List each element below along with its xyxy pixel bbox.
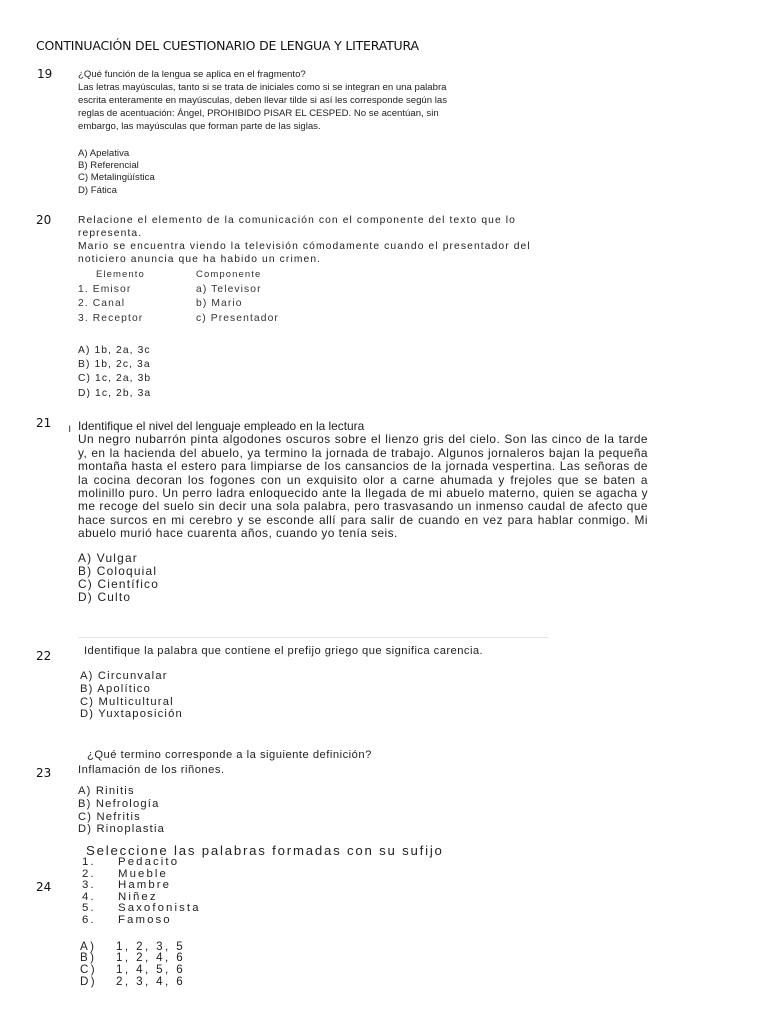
item-word: Pedacito xyxy=(118,856,180,868)
item-number: 2. xyxy=(82,867,96,880)
item-number: 5. xyxy=(82,902,96,915)
option-a: A) 1b, 2a, 3c xyxy=(78,345,151,356)
option-b: B) Referencial xyxy=(78,160,139,172)
question-22-prompt: Identifique la palabra que contiene el prefijo griego que significa carencia. xyxy=(84,645,484,657)
divider xyxy=(78,637,548,638)
option-letter: A) xyxy=(80,939,97,953)
table-header-elemento: Elemento xyxy=(96,269,145,280)
option-a: A) Circunvalar xyxy=(80,670,168,682)
question-20-options xyxy=(78,344,531,401)
item-number: 4. xyxy=(82,890,96,903)
option-d: D) 1c, 2b, 3a xyxy=(78,387,152,399)
question-21 xyxy=(78,420,648,604)
item-word: Saxofonista xyxy=(118,902,201,915)
question-23-options xyxy=(78,785,372,836)
table-header-componente: Componente xyxy=(196,269,262,280)
lead-mark: ı xyxy=(68,421,72,435)
item-number: 6. xyxy=(82,913,96,926)
question-number-24: 24 xyxy=(36,880,52,894)
option-b: B) Nefrología xyxy=(78,797,160,810)
item-number: 1. xyxy=(82,856,96,868)
question-20-prompt-cont: representa. xyxy=(78,228,143,239)
option-b: B) 1b, 2c, 3a xyxy=(78,359,151,371)
table-cell: c) Presentador xyxy=(196,312,279,324)
item-number: 3. xyxy=(82,879,96,892)
table-cell: a) Televisor xyxy=(196,283,262,295)
list-item xyxy=(80,915,444,927)
word-list xyxy=(80,857,444,927)
question-number-23: 23 xyxy=(36,766,52,780)
question-20 xyxy=(78,214,531,401)
question-19-text-line: Las letras mayúsculas, tanto si se trata de iniciales como si se integran en una palabra xyxy=(78,82,447,93)
question-21-prompt: Identifique el nivel del lenguaje empleado en la lectura xyxy=(78,419,365,433)
option-text: 1, 2, 4, 6 xyxy=(116,951,186,965)
table-cell: b) Mario xyxy=(196,298,243,309)
question-19-prompt: ¿Qué función de la lengua se aplica en el fragmento? xyxy=(78,69,306,80)
option-text: 2, 3, 4, 6 xyxy=(116,974,186,988)
question-number-22: 22 xyxy=(36,649,52,663)
question-23-definition: Inflamación de los riñones. xyxy=(78,763,225,776)
option-a: A) Rinitis xyxy=(78,785,135,797)
question-22 xyxy=(80,645,484,721)
option-b: B) Apolítico xyxy=(80,682,151,695)
option-letter: B) xyxy=(80,951,97,965)
option-text: 1, 4, 5, 6 xyxy=(116,963,186,977)
question-number-20: 20 xyxy=(36,213,52,227)
item-word: Mueble xyxy=(118,867,168,880)
question-24 xyxy=(80,843,444,988)
option-a: A) Apelativa xyxy=(78,148,130,159)
question-21-options xyxy=(78,552,648,605)
reading-passage: Un negro nubarrón pinta algodones oscuros sobre el lienzo gris del cielo. Son las cinco de la tarde y, en la hacienda del abuelo, ya termino la jornada de trabajo. Algunos jornaleros bajan la pequeña montaña hasta el estero para limpiarse de los cansancios de la jornada vespertina. Las señoras de la cocina decoran los fogones con un exquisito olor a carne ahumada y frejoles que se baten a molinillo puro. Un perro ladra enloquecido ante la llegada de mi abuelo materno, quien se agacha y me recoge del suelo sin decir una sola palabra, pero trasvasando un inmenso caudal de afecto que hace surcos en mi cerebro y se esconde allí para salir de cuando en vez para hablar conmigo. Mi abuelo murió hace cuarenta años, cuando yo tenía seis. xyxy=(78,432,648,541)
question-22-options xyxy=(80,670,483,721)
matching-table xyxy=(78,268,531,326)
page-title: CONTINUACIÓN DEL CUESTIONARIO DE LENGUA Y LITERATURA xyxy=(36,38,419,53)
option-d: D) Fática xyxy=(78,184,117,196)
option-a: A) Vulgar xyxy=(78,550,138,565)
question-23-prompt: ¿Qué termino corresponde a la siguiente definición? xyxy=(87,749,372,761)
option-d xyxy=(80,976,444,988)
item-word: Hambre xyxy=(118,879,172,892)
option-text: 1, 2, 3, 5 xyxy=(116,939,186,953)
question-number-21: 21 xyxy=(36,416,52,430)
option-c: C) Metalingüística xyxy=(78,172,155,184)
option-d: D) Culto xyxy=(78,590,132,605)
table-cell: 1. Emisor xyxy=(78,283,132,295)
question-20-text-line: noticiero anuncia que ha habido un crimen. xyxy=(78,254,322,265)
question-19-text-line: reglas de acentuación: Ángel, PROHIBIDO PISAR EL CESPED. No se acentúan, sin xyxy=(78,108,439,119)
item-word: Famoso xyxy=(118,913,172,926)
question-20-prompt: Relacione el elemento de la comunicación con el componente del texto que lo xyxy=(78,215,516,226)
question-24-prompt: Seleccione las palabras formadas con su sufijo xyxy=(86,843,444,858)
option-c: C) Multicultural xyxy=(80,695,174,708)
option-c: C) Nefritis xyxy=(78,810,141,823)
table-cell: 3. Receptor xyxy=(78,312,144,324)
option-d: D) Yuxtaposición xyxy=(80,708,183,721)
option-c: C) 1c, 2a, 3b xyxy=(78,373,152,385)
option-letter: C) xyxy=(80,963,98,977)
question-19 xyxy=(78,68,447,197)
option-letter: D) xyxy=(80,974,98,988)
option-c: C) Científico xyxy=(78,577,160,592)
question-19-text-line: escrita enteramente en mayúsculas, deben llevar tilde si así les corresponde según las xyxy=(78,95,448,106)
question-19-options xyxy=(78,148,447,197)
question-24-options xyxy=(80,941,444,988)
table-cell: 2. Canal xyxy=(78,298,126,309)
option-d: D) Rinoplastia xyxy=(78,823,166,836)
question-23 xyxy=(78,748,372,836)
item-word: Niñez xyxy=(118,890,158,903)
question-20-text-line: Mario se encuentra viendo la televisión cómodamente cuando el presentador del xyxy=(78,241,531,252)
question-19-text-line: embargo, las mayúsculas que forman parte de las siglas. xyxy=(78,121,321,132)
question-number-19: 19 xyxy=(37,67,53,81)
option-b: B) Coloquial xyxy=(78,563,158,578)
